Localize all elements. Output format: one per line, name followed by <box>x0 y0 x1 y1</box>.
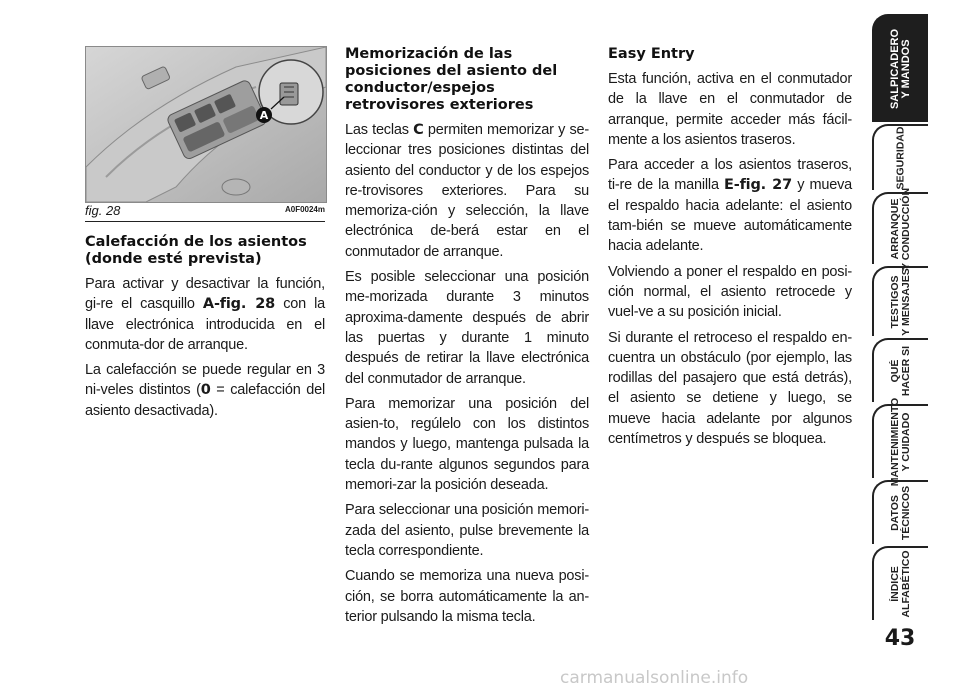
tab-salpicadero[interactable] <box>872 14 928 122</box>
paragraph: Es posible seleccionar una posición me-morizada durante 3 minutos aproxima-damente después de abrir las puertas y durante 1 minuto después de retirar la llave electrónica del conmutador de arranque. <box>345 269 589 387</box>
tab-label: SEGURIDAD <box>894 126 907 190</box>
tab-label: ÍNDICE ALFABÉTICO <box>889 550 912 618</box>
tab-label: QUÉ HACER SI <box>889 345 912 397</box>
section-heading-memory: Memorización de las posiciones del asiento del conductor/espejos retrovisores exteriores <box>345 46 558 113</box>
key-reference: E-fig. 27 <box>724 177 792 194</box>
paragraph: Para seleccionar una posición memori-zada del asiento, pulse brevemente la tecla correspondiente. <box>345 502 589 559</box>
chapter-tabs <box>872 0 960 692</box>
tab-label: MANTENIMIENTO Y CUIDADO <box>889 397 912 487</box>
tab-arranque[interactable] <box>872 187 928 271</box>
section-heading-seat-heating: Calefacción de los asientos (donde esté prevista) <box>85 234 307 267</box>
page-number: 43 <box>884 626 916 651</box>
tab-label: SALPICADERO Y MANDOS <box>889 28 912 110</box>
tab-mantenimiento[interactable] <box>872 397 928 487</box>
tab-indice[interactable] <box>872 546 928 620</box>
tab-label: DATOS TÉCNICOS <box>889 485 912 541</box>
paragraph: Esta función, activa en el conmutador de la llave en el conmutador de arranque, permite acceder más fácil-mente a los asientos traseros. <box>608 71 852 148</box>
key-reference: C <box>413 122 424 138</box>
column-seat-heating <box>85 234 325 426</box>
paragraph: Para memorizar una posición del asien-to, regúlelo con los distintos mandos y luego, mantenga pulsada la tecla du-rante algunos segundos para memori-zar la posición deseada. <box>345 395 589 494</box>
column-memory-positions <box>345 46 589 632</box>
tab-label: TESTIGOS Y MENSAJES <box>889 268 912 336</box>
section-heading-easy-entry: Easy Entry <box>608 46 695 62</box>
tab-que-hacer[interactable] <box>872 338 928 402</box>
paragraph: Cuando se memoriza una nueva posi-ción, se borra automáticamente la an-terior pulsando la misma tecla. <box>345 568 589 625</box>
key-reference: 0 <box>200 382 211 399</box>
tab-seguridad[interactable] <box>872 124 928 190</box>
figure-door-panel <box>85 46 327 203</box>
key-reference: A-fig. 28 <box>202 296 276 313</box>
paragraph: Si durante el retroceso el respaldo en-cuentra un obstáculo (por ejemplo, las rodillas del pasajero que está detrás), el asiento se detiene y luego, se mueve hacia adelante por algunos centímetros y después se bloquea. <box>608 329 852 448</box>
figure-code: A0F0024m <box>284 205 325 214</box>
paragraph: Para acceder a los asientos traseros, ti-re de la manilla E-fig. 27 y mueva el respaldo hacia adelante: el asiento tam-bién se mueve automáticamente hacia adelante. <box>608 157 852 255</box>
watermark: carmanualsonline.info <box>560 668 749 688</box>
figure-label: fig. 28 <box>85 203 121 218</box>
figure-caption <box>85 203 325 222</box>
paragraph: La calefacción se puede regular en 3 ni-veles distintos (0 = calefacción del asiento desactivada). <box>85 362 325 419</box>
paragraph: Las teclas C permiten memorizar y se-leccionar tres posiciones distintas del asiento del conductor y de los espejos re-trovisores exteriores. Para su memoriza-ción y selección, la llave electrónica de-berá estar en el conmutador de arranque. <box>345 122 589 260</box>
tab-testigos[interactable] <box>872 266 928 336</box>
door-panel-illustration <box>86 47 326 202</box>
tab-label: ARRANQUE Y CONDUCCIÓN <box>889 187 912 271</box>
paragraph: Para activar y desactivar la función, gi-re el casquillo A-fig. 28 con la llave electrónica introducida en el conmuta-dor de arranque. <box>85 276 325 353</box>
column-easy-entry <box>608 46 852 454</box>
tab-datos-tecnicos[interactable] <box>872 480 928 544</box>
callout-a-label: A <box>259 109 269 122</box>
paragraph: Volviendo a poner el respaldo en posi-ción normal, el asiento retrocede y vuel-ve a su posición inicial. <box>608 263 852 321</box>
